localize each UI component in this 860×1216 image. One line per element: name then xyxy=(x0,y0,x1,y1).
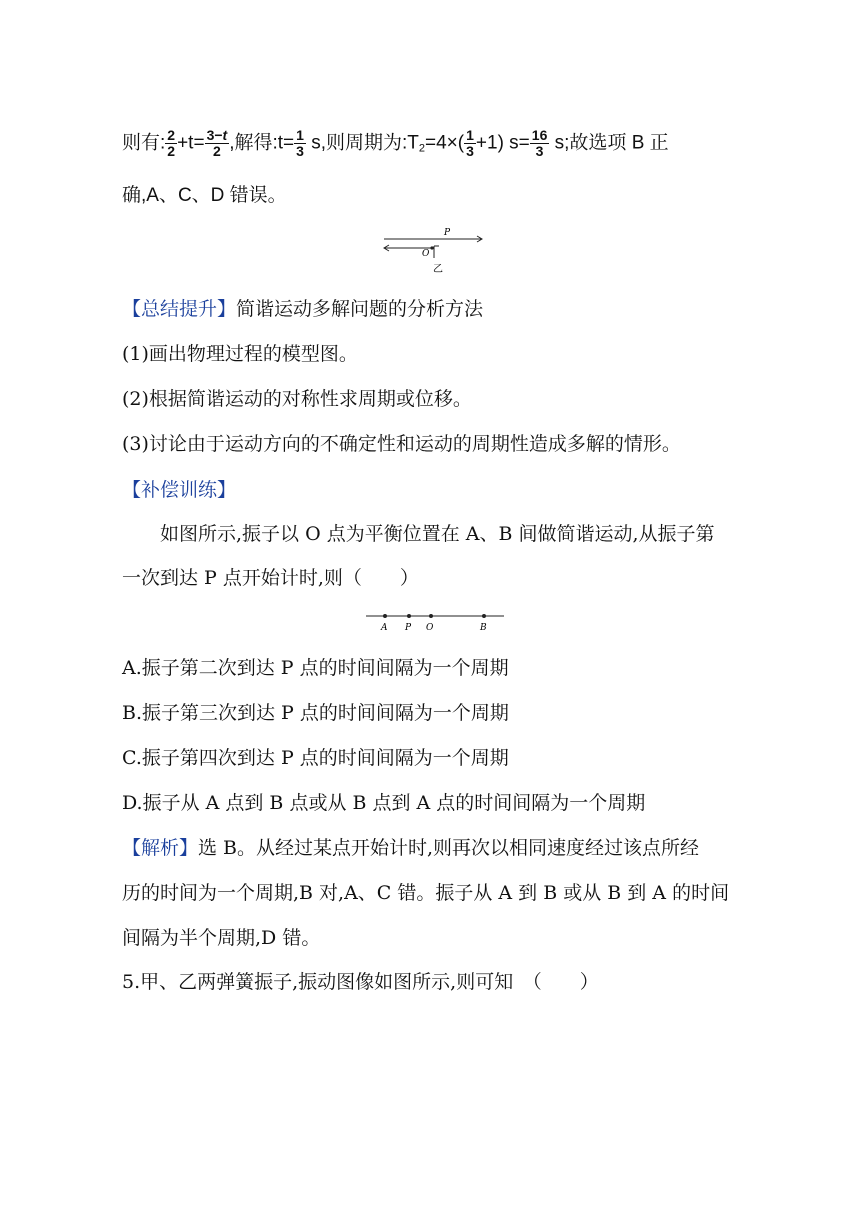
label-o: O xyxy=(422,249,430,259)
option-b: B.振子第三次到达 P 点的时间间隔为一个周期 xyxy=(122,702,509,724)
motion-diagram-yi xyxy=(378,224,490,274)
equation-line: 则有: $\frac{2}{2}$ +t= $\frac{3-t}{2}$ ,解得:t= $\frac{1}{3}$ s,则周期为$:T_2=4\times$( $\frac{1}{3}$ +1) s= $\frac{16}{3}$ s;故选项 B 正 xyxy=(122,127,669,159)
next-question: 5.甲、乙两弹簧振子,振动图像如图所示,则可知 （ ） xyxy=(122,971,599,993)
summary-title: 简谐运动多解问题的分析方法 xyxy=(236,298,484,320)
question-line-1: 如图所示,振子以 O 点为平衡位置在 A、B 间做简谐运动,从振子第 xyxy=(160,523,715,545)
fraction-5: $\frac{16}{3}$ xyxy=(531,127,548,159)
conclusion-line: 确,A、C、D 错误。 xyxy=(122,185,287,206)
summary-item-1: (1)画出物理过程的模型图。 xyxy=(122,343,358,365)
axis-diagram xyxy=(360,606,508,634)
analysis-line-3: 间隔为半个周期,D 错。 xyxy=(122,927,321,949)
summary-item-2: (2)根据简谐运动的对称性求周期或位移。 xyxy=(122,388,472,410)
option-c: C.振子第四次到达 P 点的时间间隔为一个周期 xyxy=(122,747,509,769)
analysis-tag: 【解析】 xyxy=(122,837,199,859)
summary-item-3: (3)讨论由于运动方向的不确定性和运动的周期性造成多解的情形。 xyxy=(122,433,681,455)
figure-caption: 乙 xyxy=(433,264,443,274)
label-p2: P xyxy=(405,623,412,633)
fraction-3: $\frac{1}{3}$ xyxy=(296,127,304,159)
summary-tag: 【总结提升】 xyxy=(122,298,237,320)
fraction-2: $\frac{3-t}{2}$ xyxy=(206,127,228,159)
question-line-2: 一次到达 P 点开始计时,则（ ） xyxy=(122,567,419,589)
analysis-line-2: 历的时间为一个周期,B 对,A、C 错。振子从 A 到 B 或从 B 到 A 的时间 xyxy=(122,882,730,904)
analysis-line-1: 【解析】选 B。从经过某点开始计时,则再次以相同速度经过该点所经 xyxy=(122,837,700,859)
fraction-4: $\frac{1}{3}$ xyxy=(466,127,474,159)
label-a: A xyxy=(381,623,388,633)
label-o2: O xyxy=(426,623,434,633)
option-d: D.振子从 A 点到 B 点或从 B 点到 A 点的时间间隔为一个周期 xyxy=(122,792,646,814)
fraction-1: $\frac{2}{2}$ xyxy=(167,127,176,159)
summary-heading xyxy=(122,296,483,322)
label-b: B xyxy=(480,623,487,633)
option-a: A.振子第二次到达 P 点的时间间隔为一个周期 xyxy=(122,657,509,679)
training-tag: 【补偿训练】 xyxy=(122,479,237,501)
label-p: P xyxy=(444,228,451,238)
